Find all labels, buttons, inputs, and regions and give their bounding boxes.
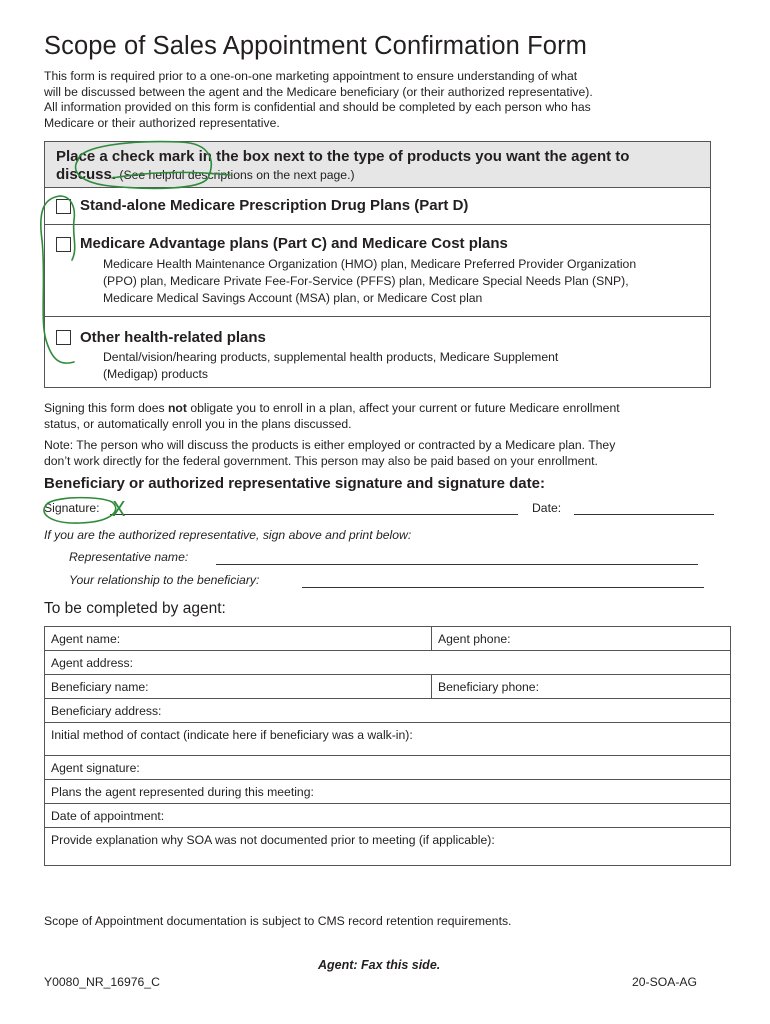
medicare-advantage-checkbox[interactable] — [56, 237, 71, 252]
description-line: (PPO) plan, Medicare Private Fee-For-Service (PFFS) plan, Medicare Special Needs Plan (SNP), — [103, 274, 629, 288]
signature-heading: Beneficiary or authorized representative signature and signature date: — [44, 475, 545, 492]
page-title: Scope of Sales Appointment Confirmation Form — [44, 32, 587, 60]
agent-name-field[interactable]: Agent name: — [45, 627, 432, 651]
products-section — [44, 141, 711, 388]
product-description — [103, 349, 558, 383]
intro-line: Medicare or their authorized representative. — [44, 115, 280, 130]
intro-line: All information provided on this form is confidential and should be completed by each person who has — [44, 100, 591, 114]
agent-address-field[interactable]: Agent address: — [45, 651, 731, 675]
representative-name-field[interactable] — [216, 550, 698, 565]
signature-field[interactable] — [110, 500, 518, 515]
signing-disclaimer — [44, 401, 620, 432]
products-instruction-bold: discuss. — [56, 166, 117, 183]
relationship-label: Your relationship to the beneficiary: — [69, 573, 260, 587]
plans-represented-field[interactable]: Plans the agent represented during this meeting: — [45, 780, 731, 804]
disclaimer-text: obligate you to enroll in a plan, affect your current or future Medicare enrollment — [186, 401, 620, 415]
product-option-part-d — [45, 188, 710, 225]
intro-line: will be discussed between the agent and the Medicare beneficiary (or their authorized representative). — [44, 84, 593, 99]
explanation-field[interactable]: Provide explanation why SOA was not documented prior to meeting (if applicable): — [45, 828, 731, 866]
beneficiary-phone-field[interactable]: Beneficiary phone: — [432, 675, 731, 699]
table-row — [45, 780, 731, 804]
product-option-medicare-advantage — [45, 225, 710, 317]
other-health-checkbox[interactable] — [56, 330, 71, 345]
table-row — [45, 675, 731, 699]
description-line: Dental/vision/hearing products, supplemental health products, Medicare Supplement — [103, 350, 559, 364]
description-line: Medicare Medical Savings Account (MSA) plan, or Medicare Cost plan — [103, 291, 483, 305]
initial-contact-field[interactable]: Initial method of contact (indicate here if beneficiary was a walk-in): — [45, 723, 731, 756]
agent-section-heading: To be completed by agent: — [44, 600, 226, 617]
table-row — [45, 699, 731, 723]
agent-info-table — [44, 626, 731, 866]
retention-note: Scope of Appointment documentation is subject to CMS record retention requirements. — [44, 914, 512, 928]
disclaimer-line — [44, 401, 620, 417]
representative-name-label: Representative name: — [69, 550, 189, 564]
products-instruction-line1: Place a check mark in the box next to the type of products you want the agent to — [56, 148, 630, 165]
products-instruction-note: (See helpful descriptions on the next page.) — [116, 168, 355, 182]
signature-date-field[interactable] — [574, 500, 714, 515]
note-line: don’t work directly for the federal government. This person may also be paid based on your enrollment. — [44, 453, 598, 468]
table-row — [45, 651, 731, 675]
product-description — [103, 256, 636, 307]
form-code: Y0080_NR_16976_C — [44, 975, 160, 989]
disclaimer-emphasis: not — [167, 401, 187, 415]
table-row — [45, 828, 731, 866]
handwritten-x-mark: X — [112, 497, 126, 521]
form-version-code: 20-SOA-AG — [632, 975, 698, 989]
representative-instruction: If you are the authorized representative, sign above and print below: — [44, 528, 412, 542]
table-row — [45, 756, 731, 780]
products-instruction — [45, 142, 710, 188]
agent-phone-field[interactable]: Agent phone: — [432, 627, 731, 651]
fax-instruction: Agent: Fax this side. — [318, 958, 441, 972]
agent-note — [44, 438, 615, 469]
product-title: Stand-alone Medicare Prescription Drug Plans (Part D) — [80, 197, 469, 214]
beneficiary-name-field[interactable]: Beneficiary name: — [45, 675, 432, 699]
description-line: (Medigap) products — [103, 367, 208, 381]
table-row — [45, 804, 731, 828]
product-title: Medicare Advantage plans (Part C) and Medicare Cost plans — [80, 235, 508, 252]
disclaimer-text: Signing this form does — [44, 401, 168, 415]
intro-paragraph — [44, 69, 724, 131]
agent-signature-field[interactable]: Agent signature: — [45, 756, 731, 780]
disclaimer-line: status, or automatically enroll you in the plans discussed. — [44, 416, 352, 431]
note-line: Note: The person who will discuss the products is either employed or contracted by a Medicare plan. They — [44, 438, 616, 452]
relationship-field[interactable] — [302, 573, 704, 588]
part-d-checkbox[interactable] — [56, 199, 71, 214]
intro-line: This form is required prior to a one-on-one marketing appointment to ensure understanding of what — [44, 69, 578, 83]
table-row — [45, 627, 731, 651]
beneficiary-address-field[interactable]: Beneficiary address: — [45, 699, 731, 723]
product-title: Other health-related plans — [80, 329, 266, 346]
table-row — [45, 723, 731, 756]
date-label: Date: — [532, 501, 562, 515]
product-option-other-health — [45, 317, 710, 387]
appointment-date-field[interactable]: Date of appointment: — [45, 804, 731, 828]
signature-label: Signature: — [44, 501, 100, 515]
description-line: Medicare Health Maintenance Organization (HMO) plan, Medicare Preferred Provider Organization — [103, 257, 637, 271]
signature-row — [44, 499, 716, 517]
